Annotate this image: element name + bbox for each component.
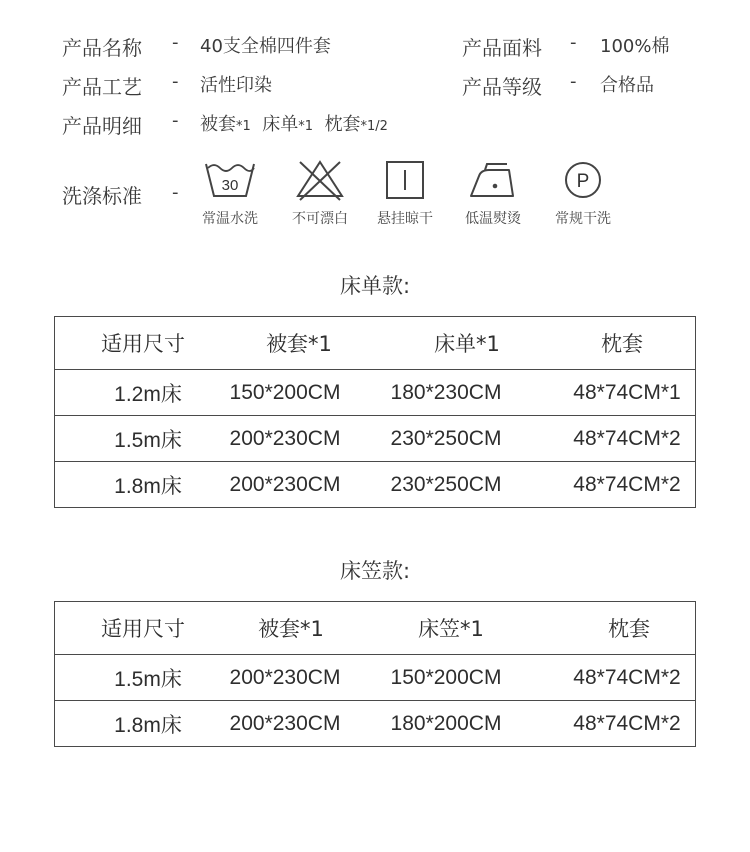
care-item-bleach [280,158,360,228]
cell-fitted: 150*200CM [390,665,502,689]
dryclean-caption: 常规干洗 [555,211,611,227]
craft-label: 产品工艺 [62,75,142,99]
cell-duvet: 200*230CM [229,665,341,689]
fabric-value: 100%棉 [600,36,670,57]
svg-text:P: P [576,171,590,192]
fitted-section-title: 床笠款: [339,559,411,583]
craft-value: 活性印染 [200,75,272,96]
info-row-craft [0,71,750,105]
cell-sheet: 180*230CM [390,380,502,404]
product-name-label: 产品名称 [62,36,142,60]
pillowcase-text: 枕套 [324,114,361,135]
grade-label: 产品等级 [462,75,542,99]
cell-duvet: 150*200CM [229,380,341,404]
cell-pillowcase: 48*74CM*1 [573,380,681,404]
sheet-qty: *1 [298,119,314,134]
duvet-cover-text: 被套 [200,114,236,135]
care-item-iron [453,158,533,228]
table-header-row [55,317,695,369]
table-row [55,369,695,415]
info-row-detail [0,110,750,144]
separator-dash: - [570,71,577,92]
hang-dry-icon [377,158,433,202]
cell-pillowcase: 48*74CM*2 [573,711,681,735]
cell-size: 1.8m床 [114,713,182,737]
table-row [55,415,695,461]
bleach-caption: 不可漂白 [292,211,348,227]
header-sheet: 床单*1 [434,332,500,356]
low-iron-icon [465,158,521,202]
care-item-dryclean [543,158,623,228]
separator-dash: - [172,182,179,203]
sheet-section-title: 床单款: [339,274,411,298]
header-size: 适用尺寸 [101,332,185,356]
info-row-name [0,32,750,66]
separator-dash: - [172,32,179,53]
fabric-label: 产品面料 [462,36,542,60]
product-name-value: 40支全棉四件套 [200,36,331,57]
do-not-bleach-icon [292,158,348,202]
cell-size: 1.5m床 [114,667,182,691]
fitted-size-table [54,601,696,747]
dry-clean-p-icon [555,158,611,202]
separator-dash: - [172,71,179,92]
sheet-size-table [54,316,696,508]
table-row [55,700,695,746]
svg-text:30: 30 [221,177,239,194]
table-header-row [55,602,695,654]
cell-size: 1.2m床 [114,382,182,406]
table-row [55,461,695,507]
header-size: 适用尺寸 [101,617,185,641]
cell-pillowcase: 48*74CM*2 [573,665,681,689]
grade-value: 合格品 [600,75,654,96]
pillowcase-qty: *1/2 [360,119,388,134]
cell-pillowcase: 48*74CM*2 [573,472,681,496]
cell-duvet: 200*230CM [229,472,341,496]
dry-caption: 悬挂晾干 [377,211,433,227]
care-label: 洗涤标准 [62,184,142,208]
sheet-text: 床单 [262,114,299,135]
wash-30-icon [202,158,258,202]
detail-label: 产品明细 [62,114,142,138]
care-item-dry [365,158,445,228]
header-pillowcase: 枕套 [608,617,650,641]
detail-value [200,110,388,136]
iron-caption: 低温熨烫 [465,211,521,227]
cell-pillowcase: 48*74CM*2 [573,426,681,450]
header-duvet: 被套*1 [266,332,332,356]
cell-fitted: 180*200CM [390,711,502,735]
cell-sheet: 230*250CM [390,472,502,496]
care-item-wash [190,158,270,228]
duvet-qty: *1 [236,119,251,134]
wash-caption: 常温水洗 [202,211,258,227]
header-pillowcase: 枕套 [601,332,643,356]
header-duvet: 被套*1 [258,617,324,641]
separator-dash: - [570,32,577,53]
cell-size: 1.8m床 [114,474,182,498]
table-row [55,654,695,700]
separator-dash: - [172,110,179,131]
cell-duvet: 200*230CM [229,711,341,735]
header-fitted: 床笠*1 [418,617,484,641]
cell-sheet: 230*250CM [390,426,502,450]
cell-duvet: 200*230CM [229,426,341,450]
cell-size: 1.5m床 [114,428,182,452]
